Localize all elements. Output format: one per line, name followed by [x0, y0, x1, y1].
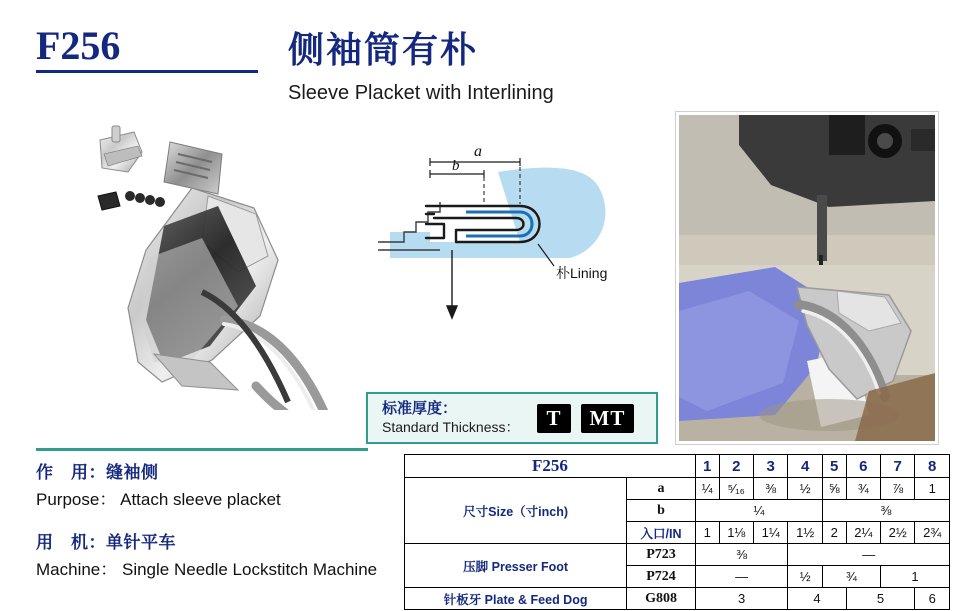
- table-row-presser-p723: [405, 544, 950, 566]
- p723-left: ⅜: [695, 544, 788, 566]
- thickness-label-en: Standard Thickness：: [382, 418, 520, 435]
- column-7: 7: [880, 455, 914, 478]
- machine-en: Machine： Single Needle Lockstitch Machine: [36, 560, 378, 579]
- column-6: 6: [846, 455, 880, 478]
- in-3: 1¼: [753, 522, 787, 544]
- thickness-badges: [537, 404, 634, 433]
- p723-right: —: [788, 544, 950, 566]
- a-2: ⁵⁄₁₆: [719, 478, 753, 500]
- column-8: 8: [915, 455, 950, 478]
- specification-table: [404, 454, 950, 610]
- row-key-p723: P723: [627, 544, 696, 566]
- g808-4: 6: [915, 588, 950, 610]
- thickness-label-group: [376, 400, 519, 436]
- g808-1: 3: [695, 588, 788, 610]
- in-6: 2¼: [846, 522, 880, 544]
- a-6: ¾: [846, 478, 880, 500]
- in-2: 1⅛: [719, 522, 753, 544]
- p724-right: 1: [880, 566, 949, 588]
- row-key-b: b: [627, 500, 696, 522]
- section-divider: [36, 448, 368, 451]
- in-8: 2¾: [915, 522, 950, 544]
- column-2: 2: [719, 455, 753, 478]
- p724-mid: ½: [788, 566, 822, 588]
- diagram-label-b: b: [452, 158, 460, 174]
- p724-mid2: ¾: [822, 566, 880, 588]
- title-chinese: 侧袖筒有朴: [288, 29, 479, 70]
- g808-3: 5: [846, 588, 915, 610]
- column-5: 5: [822, 455, 846, 478]
- thickness-badge-t: T: [537, 404, 570, 433]
- standard-thickness-box: [366, 392, 658, 444]
- presser-foot-label: 压脚 Presser Foot: [405, 544, 627, 588]
- diagram-label-lining: 朴Lining: [556, 265, 608, 281]
- b-left-span: ¼: [695, 500, 822, 522]
- g808-2: 4: [788, 588, 846, 610]
- a-4: ½: [788, 478, 822, 500]
- machine-in-use-photo: [676, 112, 938, 444]
- row-key-g808: G808: [627, 588, 696, 610]
- b-right-span: ⅜: [822, 500, 949, 522]
- column-4: 4: [788, 455, 822, 478]
- column-3: 3: [753, 455, 787, 478]
- row-key-p724: P724: [627, 566, 696, 588]
- a-3: ⅜: [753, 478, 787, 500]
- purpose-cn: 作 用：缝袖侧: [36, 463, 159, 482]
- product-photo-folder-attachment: [42, 110, 342, 410]
- row-key-a: a: [627, 478, 696, 500]
- in-7: 2½: [880, 522, 914, 544]
- spec-code: F256: [405, 455, 696, 478]
- info-block: [36, 458, 396, 598]
- thickness-label-cn: 标准厚度：: [382, 399, 458, 417]
- title-english: Sleeve Placket with Interlining: [288, 82, 554, 104]
- cross-section-diagram: [370, 130, 670, 320]
- table-row-feed-dog: [405, 588, 950, 610]
- table-row-size-a: [405, 478, 950, 500]
- feed-dog-label: 针板牙 Plate & Feed Dog: [405, 588, 627, 610]
- column-1: 1: [695, 455, 719, 478]
- page-code: F256: [36, 23, 121, 68]
- diagram-label-a: a: [474, 143, 482, 160]
- in-5: 2: [822, 522, 846, 544]
- in-4: 1½: [788, 522, 822, 544]
- header-divider: [36, 70, 258, 73]
- row-key-in: 入口/IN: [627, 522, 696, 544]
- table-row-header: [405, 455, 950, 478]
- a-8: 1: [915, 478, 950, 500]
- page-header: [0, 0, 980, 112]
- thickness-badge-mt: MT: [581, 404, 635, 433]
- p724-left: —: [695, 566, 788, 588]
- in-1: 1: [695, 522, 719, 544]
- a-5: ⅝: [822, 478, 846, 500]
- a-1: ¼: [695, 478, 719, 500]
- machine-cn: 用 机：单针平车: [36, 533, 176, 552]
- a-7: ⅞: [880, 478, 914, 500]
- size-label: 尺寸Size（寸inch): [405, 478, 627, 544]
- purpose-en: Purpose： Attach sleeve placket: [36, 490, 281, 509]
